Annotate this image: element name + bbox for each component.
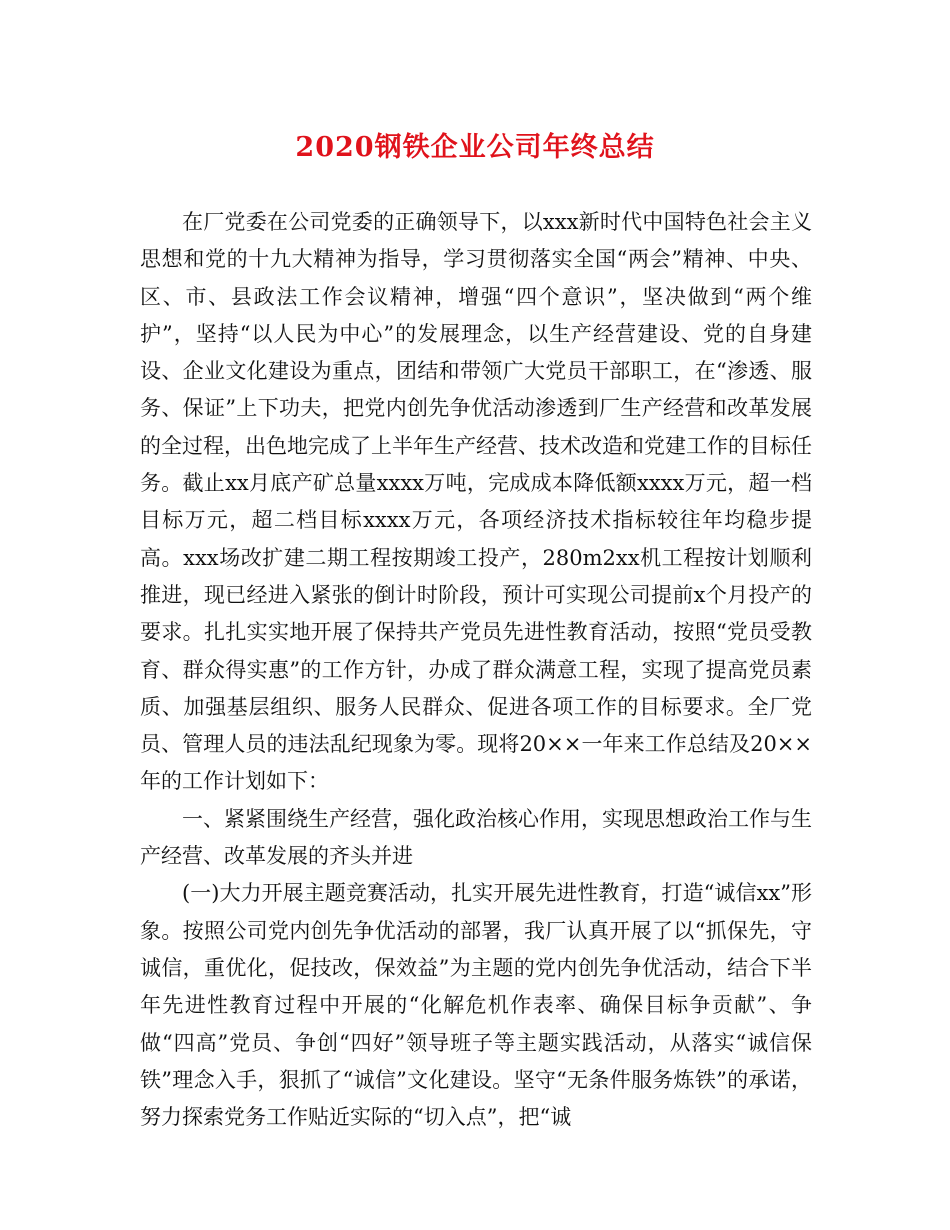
- document-title: 2020钢铁企业公司年终总结: [295, 132, 655, 163]
- paragraph-intro: 在厂党委在公司党委的正确领导下，以xxx新时代中国特色社会主义思想和党的十九大精神为指导，学习贯彻落实全国“两会”精神、中央、区、市、县政法工作会议精神，增强“四个意识”，坚决做到“两个维护”，坚持“以人民为中心”的发展理念，以生产经营建设、党的自身建设、企业文化建设为重点，团结和带领广大党员干部职工，在“渗透、服务、保证”上下功夫，把党内创先争优活动渗透到厂生产经营和改革发展的全过程，出色地完成了上半年生产经营、技术改造和党建工作的目标任务。截止xx月底产矿总量xxxx万吨，完成成本降低额xxxx万元，超一档目标万元，超二档目标xxxx万元，各项经济技术指标较往年均稳步提高。xxx场改扩建二期工程按期竣工投产，280m2xx机工程按计划顺利推进，现已经进入紧张的倒计时阶段，预计可实现公司提前x个月投产的要求。扎扎实实地开展了保持共产党员先进性教育活动，按照“党员受教育、群众得实惠”的工作方针，办成了群众满意工程，实现了提高党员素质、加强基层组织、服务人民群众、促进各项工作的目标要求。全厂党员、管理人员的违法乱纪现象为零。现将20××一年来工作总结及20××年的工作计划如下：: [140, 210, 812, 794]
- paragraph-subsection-1: (一)大力开展主题竞赛活动，扎实开展先进性教育，打造“诚信xx”形象。按照公司党内创先争优活动的部署，我厂认真开展了以“抓保先，守诚信，重优化，促技改，保效益”为主题的党内创先争优活动，结合下半年先进性教育过程中开展的“化解危机作表率、确保目标争贡献”、争做“四高”党员、争创“四好”领导班子等主题实践活动，从落实“诚信保铁”理念入手，狠抓了“诚信”文化建设。坚守“无条件服务炼铁”的承诺，努力探索党务工作贴近实际的“切入点”，把“诚: [140, 881, 812, 1130]
- paragraph-section-heading-1: 一、紧紧围绕生产经营，强化政治核心作用，实现思想政治工作与生产经营、改革发展的齐头并进: [140, 806, 812, 869]
- document-body: [140, 204, 812, 1136]
